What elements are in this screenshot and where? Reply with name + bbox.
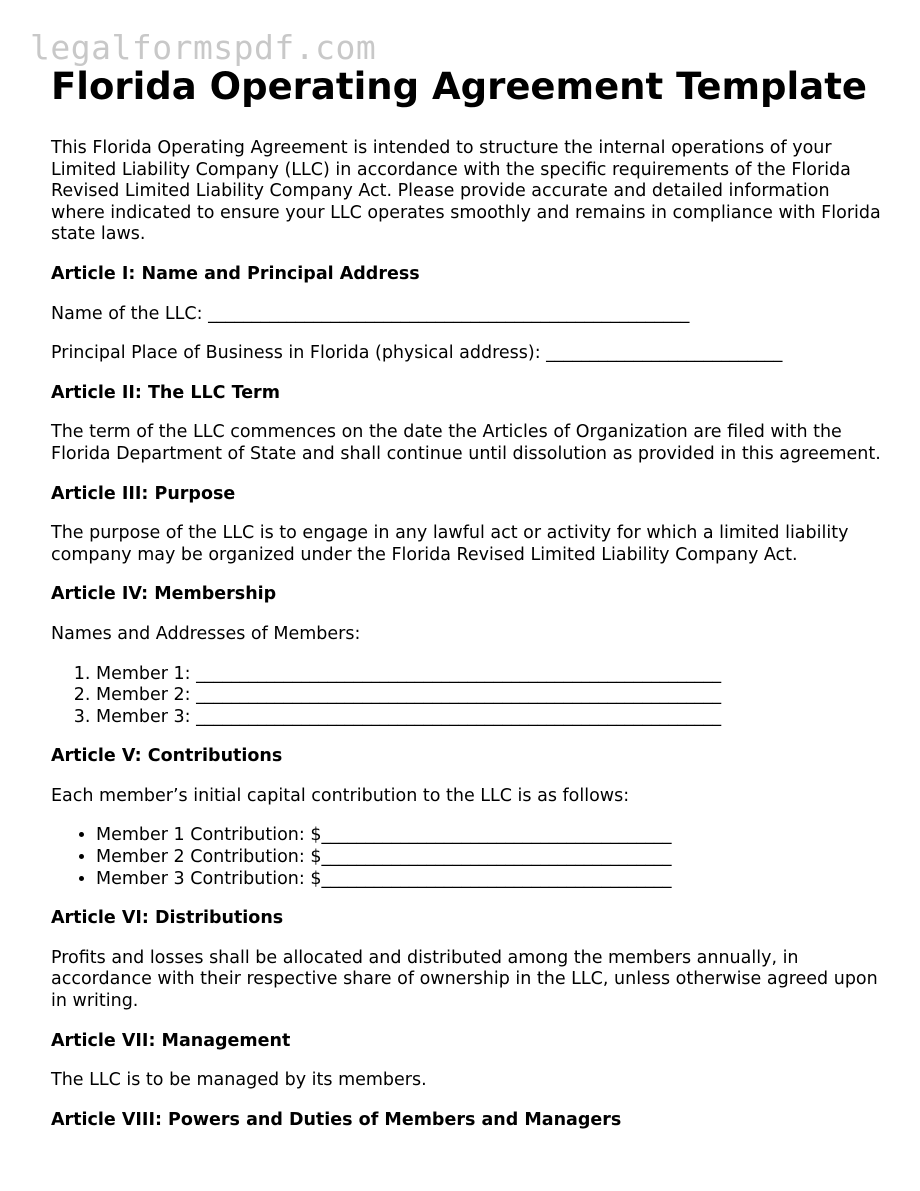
article-2-text: The term of the LLC commences on the date the Articles of Organization are filed with the Florida Department of State and shall continue until dissolution as provided in this agreement. bbox=[51, 422, 881, 464]
member-2-field[interactable]: 2. Member 2: ____________________________________________________________ bbox=[96, 685, 881, 707]
principal-address-field[interactable]: Principal Place of Business in Florida (physical address): ___________________________ bbox=[51, 343, 783, 364]
article-7-heading: Article VII: Management bbox=[51, 1030, 291, 1051]
document-page bbox=[51, 64, 881, 1149]
intro-paragraph: This Florida Operating Agreement is intended to structure the internal operations of your Limited Liability Company (LLC) in accordance with the specific requirements of the Florida Revised Limited Liability Company Act. Please provide accurate and detailed information where indicated to ensure your LLC operates smoothly and remains in compliance with Florida state laws. bbox=[51, 138, 881, 245]
article-3-text: The purpose of the LLC is to engage in any lawful act or activity for which a limited liability company may be organized under the Florida Revised Limited Liability Company Act. bbox=[51, 523, 849, 565]
article-4-heading: Article IV: Membership bbox=[51, 584, 277, 605]
article-5-heading: Article V: Contributions bbox=[51, 746, 283, 767]
article-7-text: The LLC is to be managed by its members. bbox=[51, 1070, 427, 1091]
member-3-field[interactable]: 3. Member 3: ____________________________________________________________ bbox=[96, 707, 881, 729]
article-2-heading: Article II: The LLC Term bbox=[51, 382, 280, 403]
article-4-text: Names and Addresses of Members: bbox=[51, 623, 361, 644]
article-3-heading: Article III: Purpose bbox=[51, 483, 236, 504]
member-2-contribution-field[interactable]: • Member 2 Contribution: $________________________________________ bbox=[96, 847, 881, 869]
document-title: Florida Operating Agreement Template bbox=[51, 65, 867, 108]
article-6-heading: Article VI: Distributions bbox=[51, 908, 284, 929]
watermark: legalformspdf.com bbox=[30, 28, 377, 67]
llc-name-field[interactable]: Name of the LLC: _______________________________________________________ bbox=[51, 303, 690, 324]
member-3-contribution-field[interactable]: • Member 3 Contribution: $________________________________________ bbox=[96, 869, 881, 891]
article-8-heading: Article VIII: Powers and Duties of Members and Managers bbox=[51, 1109, 622, 1130]
article-1-heading: Article I: Name and Principal Address bbox=[51, 263, 420, 284]
members-list bbox=[51, 664, 881, 729]
member-1-field[interactable]: 1. Member 1: ____________________________________________________________ bbox=[96, 664, 881, 686]
article-5-text: Each member’s initial capital contribution to the LLC is as follows: bbox=[51, 785, 630, 806]
contributions-list bbox=[51, 825, 881, 890]
article-6-text: Profits and losses shall be allocated and distributed among the members annually, in accordance with their respective share of ownership in the LLC, unless otherwise agreed upon in writing. bbox=[51, 947, 878, 1012]
member-1-contribution-field[interactable]: • Member 1 Contribution: $________________________________________ bbox=[96, 825, 881, 847]
